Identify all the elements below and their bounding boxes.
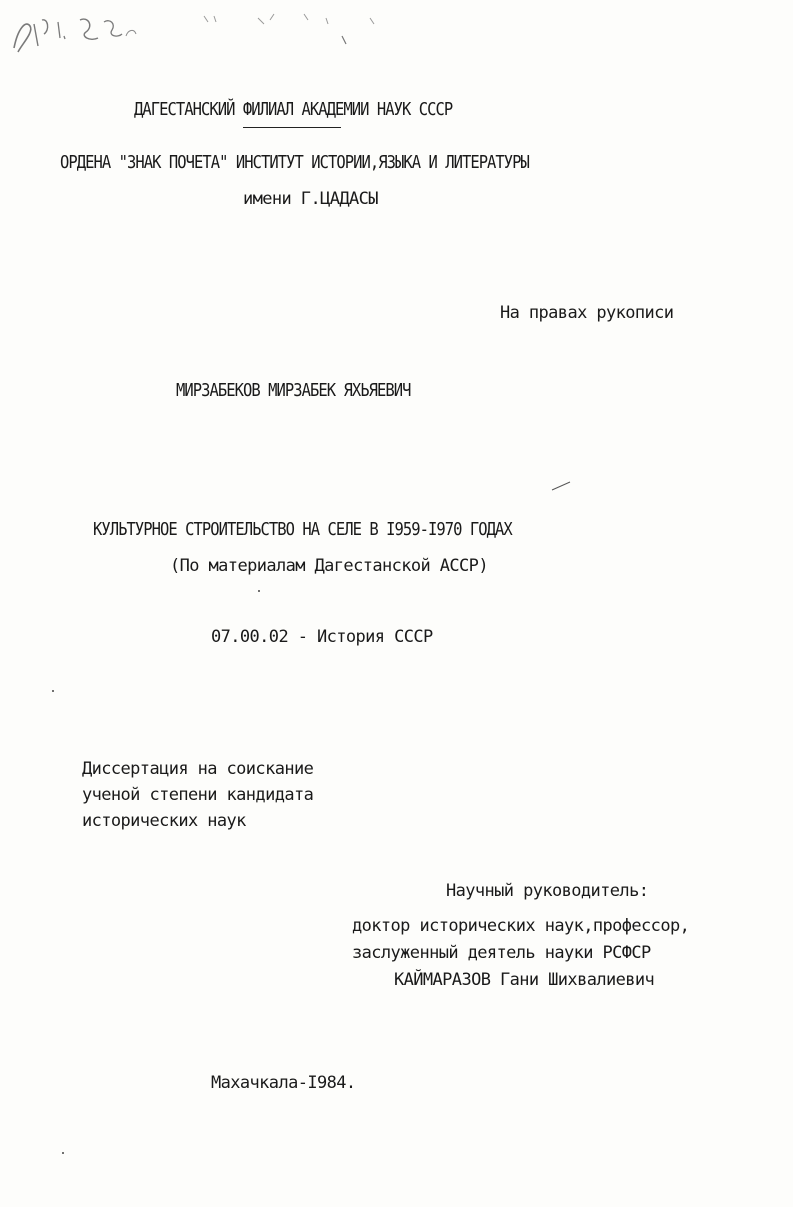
dissertation-line-1: Диссертация на соискание xyxy=(82,759,314,779)
handwritten-archive-note xyxy=(8,8,388,68)
supervisor-degree: доктор исторических наук,профессор, xyxy=(352,916,690,936)
dissertation-line-2: ученой степени кандидата xyxy=(82,785,314,805)
author-name: МИРЗАБЕКОВ МИРЗАБЕК ЯХЬЯЕВИЧ xyxy=(176,380,411,401)
supervisor-honor: заслуженный деятель науки РСФСР xyxy=(352,943,651,963)
ink-speck xyxy=(62,1152,64,1154)
supervisor-label: Научный руководитель: xyxy=(446,881,649,901)
dissertation-subtitle: (По материалам Дагестанской АССР) xyxy=(170,556,488,576)
org-line-2: ОРДЕНА "ЗНАК ПОЧЕТА" ИНСТИТУТ ИСТОРИИ,ЯЗЫКА И ЛИТЕРАТУРЫ xyxy=(60,152,529,173)
org-line-1: ДАГЕСТАНСКИЙ ФИЛИАЛ АКАДЕМИИ НАУК СССР xyxy=(134,99,453,120)
ink-speck xyxy=(258,590,260,592)
ink-speck xyxy=(52,690,54,692)
org-line-3: имени Г.ЦАДАСЫ xyxy=(243,189,378,209)
specialty-code: 07.00.02 - История СССР xyxy=(211,627,433,647)
dissertation-line-3: исторических наук xyxy=(82,811,246,831)
supervisor-name: КАЙМАРАЗОВ Гани Шихвалиевич xyxy=(394,970,655,990)
city-year: Махачкала-I984. xyxy=(211,1073,356,1093)
dissertation-title: КУЛЬТУРНОЕ СТРОИТЕЛЬСТВО НА СЕЛЕ В I959-I970 ГОДАХ xyxy=(93,519,512,540)
pencil-tick-mark xyxy=(550,480,572,492)
rights-note: На правах рукописи xyxy=(500,303,674,323)
header-underline xyxy=(243,127,341,128)
